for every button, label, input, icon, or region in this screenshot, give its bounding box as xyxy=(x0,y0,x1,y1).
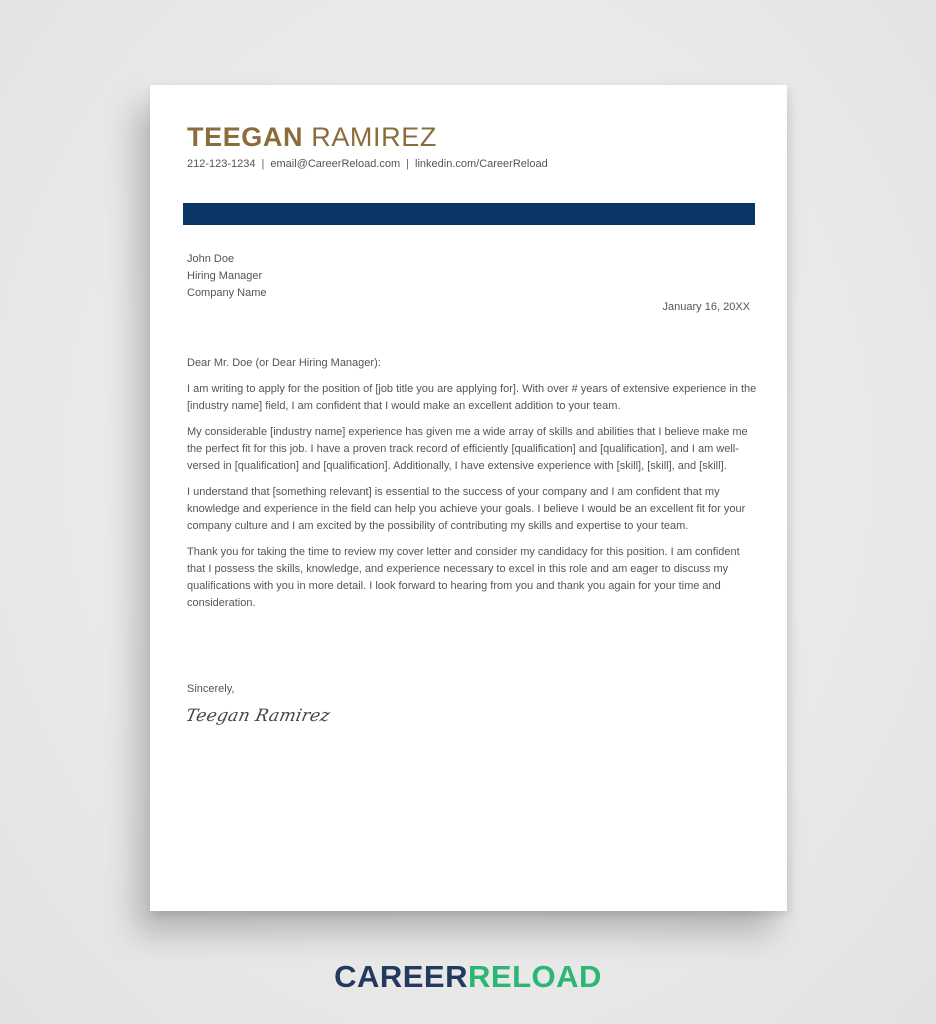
recipient-company: Company Name xyxy=(187,287,267,299)
first-name: TEEGAN xyxy=(187,122,304,152)
brand-logo-part2: RELOAD xyxy=(468,959,602,994)
cover-letter-page xyxy=(150,85,787,911)
email-address: email@CareerReload.com xyxy=(270,158,401,170)
applicant-name xyxy=(187,121,437,153)
recipient-name: John Doe xyxy=(187,253,235,265)
salutation: Dear Mr. Doe (or Dear Hiring Manager): xyxy=(187,357,381,369)
phone-number: 212-123-1234 xyxy=(187,158,256,170)
last-name: RAMIREZ xyxy=(311,122,437,152)
signature: Teegan Ramirez xyxy=(183,706,332,726)
body-paragraph: I understand that [something relevant] is essential to the success of your company and I am confident that my knowledge and experience in the field can help you achieve your goals. I believe I would be an excellent fit for your company culture and I am excited by the possibility of contributing my skills and expertise to your team. xyxy=(187,486,746,532)
brand-logo-part1: CAREER xyxy=(334,959,468,994)
closing: Sincerely, xyxy=(187,683,235,695)
recipient-title: Hiring Manager xyxy=(187,270,263,282)
body-paragraph: Thank you for taking the time to review my cover letter and consider my candidacy for this position. I am confident that I possess the skills, knowledge, and experience necessary to excel in this role and am eager to discuss my qualifications with you in more detail. I look forward to hearing from you and thank you again for your time and consideration. xyxy=(187,546,740,609)
linkedin-url: linkedin.com/CareerReload xyxy=(415,158,548,170)
separator: | xyxy=(406,158,410,170)
body-paragraph: I am writing to apply for the position of [job title you are applying for]. With over # years of extensive experience in the [industry name] field, I am confident that I would make an excellent addition to your team. xyxy=(187,383,757,412)
header-divider-bar xyxy=(183,203,755,225)
brand-logo xyxy=(0,958,936,996)
body-paragraph: My considerable [industry name] experience has given me a wide array of skills and abilities that I believe make me the perfect fit for this job. I have a proven track record of efficiently [qualification] and [qualification], and I am well-versed in [qualification] and [qualification]. Additionally, I have extensive experience with [skill], [skill], and [skill]. xyxy=(187,426,748,472)
letter-date: January 16, 20XX xyxy=(662,301,750,313)
contact-line xyxy=(187,157,548,171)
separator: | xyxy=(261,158,265,170)
letter-body xyxy=(187,355,759,621)
recipient-block xyxy=(187,251,266,302)
